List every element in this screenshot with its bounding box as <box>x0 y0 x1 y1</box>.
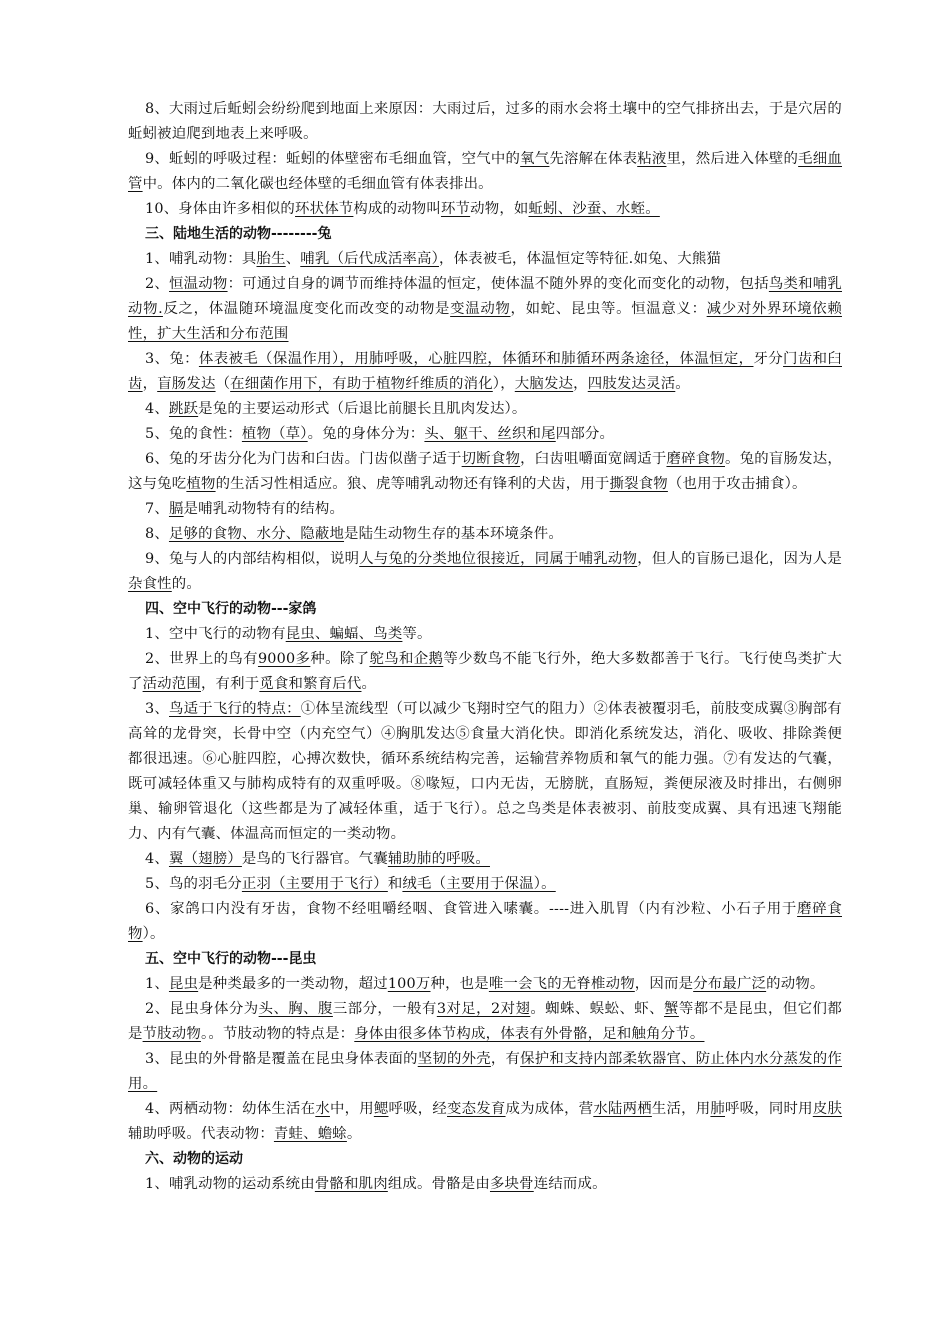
text-run: 的动物。 <box>766 976 825 992</box>
text-run: 4、 <box>145 401 169 417</box>
text-run: 6、兔的牙齿分化为门齿和臼齿。门齿似凿子适于 <box>145 451 462 467</box>
underlined-text: 3对足，2对翅 <box>436 1001 531 1017</box>
underlined-text: 氧气 <box>520 151 550 167</box>
text-run: 三、陆地生活的动物--------兔 <box>145 226 332 242</box>
underlined-text: 鸟适于飞行的特点： <box>169 701 301 717</box>
text-run: 种，也是 <box>430 976 489 992</box>
section-heading <box>128 1147 842 1172</box>
underlined-text: 多块骨 <box>489 1176 534 1192</box>
text-run: 先溶解在体表 <box>549 151 638 167</box>
underlined-text: 变态发育 <box>447 1101 506 1117</box>
text-run: 4、两栖动物：幼体生活在 <box>145 1101 316 1117</box>
underlined-text: 环节 <box>440 201 471 217</box>
paragraph <box>128 547 842 597</box>
text-run: 中，用 <box>329 1101 374 1117</box>
text-run: ，但人的盲肠已退化，因为人是 <box>637 551 842 567</box>
text-run: 。兔的盲肠发达，这与兔吃 <box>128 451 842 492</box>
underlined-text: 水陆两栖 <box>593 1101 652 1117</box>
underlined-text: 坚韧的外壳 <box>417 1051 491 1067</box>
text-run: 10、身体由许多相似的 <box>145 201 296 217</box>
text-run: （也用于攻击捕食）。 <box>667 476 807 492</box>
text-run: 生活，用 <box>651 1101 711 1117</box>
text-run: 动物，如 <box>470 201 529 217</box>
document-body <box>128 97 842 1197</box>
text-run: ，体表被毛，体温恒定等特征.如兔、大熊猫 <box>439 251 721 267</box>
underlined-text: 植物 <box>186 476 216 492</box>
underlined-text: 磨碎食物 <box>128 901 842 942</box>
underlined-text: 胎生 <box>256 251 286 267</box>
underlined-text: 植物（草） <box>241 426 308 442</box>
text-run: ）。 <box>142 926 165 942</box>
text-run: 辅助呼吸。代表动物： <box>128 1126 274 1142</box>
underlined-text: 鸵鸟和企鹅 <box>369 651 444 667</box>
underlined-text: 身体由很多体节构成，体表有外骨骼，足和触角分节。 <box>354 1026 705 1042</box>
text-run: 。 <box>675 376 690 392</box>
text-run: ，如蛇、昆虫等。恒温意义： <box>510 301 707 317</box>
underlined-text: 减少对外界环境依赖性，扩大生活和分布范围 <box>128 301 842 342</box>
underlined-text: 鸟类和哺乳动物. <box>128 276 842 317</box>
underlined-text: 骨骼和肌肉 <box>314 1176 388 1192</box>
text-run: 中。体内的二氧化碳也经体壁的毛细血管有体表排出。 <box>142 176 493 192</box>
underlined-text: 蚯蚓、沙蚕、水蛭。 <box>528 201 660 217</box>
text-run: 1、哺乳动物：具 <box>145 251 257 267</box>
underlined-text: 杂食性 <box>128 576 172 592</box>
text-run: 3、昆虫的外骨骼是覆盖在昆虫身体表面的 <box>145 1051 418 1067</box>
text-run: 呼吸，经 <box>388 1101 448 1117</box>
paragraph <box>128 447 842 497</box>
underlined-text: 青蛙、蟾蜍 <box>273 1126 347 1142</box>
underlined-text: 蟹 <box>664 1001 679 1017</box>
underlined-text: 环状体节 <box>295 201 354 217</box>
underlined-text: 分布最广泛 <box>693 976 767 992</box>
text-run: 是哺乳动物特有的结构。 <box>183 501 345 517</box>
text-run: 四部分。 <box>555 426 615 442</box>
underlined-text: 变温动物 <box>450 301 511 317</box>
text-run: 四、空中飞行的动物---家鸽 <box>145 601 317 617</box>
text-run: 成为成体，营 <box>505 1101 594 1117</box>
text-run: 2、昆虫身体分为 <box>145 1001 259 1017</box>
paragraph <box>128 97 842 147</box>
paragraph <box>128 497 842 522</box>
underlined-text: 头、躯干、丝织和尾 <box>424 426 556 442</box>
paragraph <box>128 622 842 647</box>
text-run: 7、 <box>145 501 169 517</box>
underlined-text: 100万 <box>387 976 431 992</box>
underlined-text: 鳃 <box>373 1101 389 1117</box>
section-heading <box>128 597 842 622</box>
text-run: 连结而成。 <box>533 1176 607 1192</box>
underlined-text: 9000多 <box>257 651 311 667</box>
text-run: （ <box>215 376 231 392</box>
text-run: 组成。骨骼是由 <box>387 1176 490 1192</box>
text-run: ①体呈流线型（可以减少飞翔时空气的阻力）②体表被覆羽毛，前肢变成翼③胸部有高耸的龙骨突，长骨中空（内充空气）④胸肌发达⑤食量大消化快。即消化系统发达，消化、吸收、排除粪便都很迅速。⑥心脏四腔，心搏次数快，循环系统结构完善，运输营养物质和氧气的能力强。⑦有发达的气囊，既可减轻体重又与肺构成特有的双重呼吸。⑧喙短，口内无齿，无膀胱，直肠短，粪便尿液及时排出，右侧卵巢、输卵管退化（这些都是为了减轻体重，适于飞行）。总之鸟类是体表被羽、前肢变成翼、具有迅速飞翔能力、内有气囊、体温高而恒定的一类动物。 <box>128 701 842 842</box>
underlined-text: 绒毛（主要用于保温）。 <box>402 876 556 892</box>
text-run: 。 <box>346 1126 362 1142</box>
text-run: 。兔的身体分为： <box>307 426 425 442</box>
text-run: 9、蚯蚓的呼吸过程：蚯蚓的体壁密布毛细血管，空气中的 <box>145 151 521 167</box>
paragraph <box>128 847 842 872</box>
underlined-text: 门齿和臼齿 <box>128 351 842 392</box>
text-run: 9、兔与人的内部结构相似，说明 <box>145 551 360 567</box>
underlined-text: 撕裂食物 <box>609 476 668 492</box>
underlined-text: 哺乳（后代成活率高） <box>300 251 439 267</box>
underlined-text: 切断食物 <box>461 451 521 467</box>
text-run: 6、家鸽口内没有牙齿，食物不经咀嚼经咽、食管进入嗉囊。----进入肌胃（内有沙粒、小石子用于 <box>145 901 798 917</box>
text-run: 是陆生动物生存的基本环境条件。 <box>344 526 563 542</box>
text-run: 8、 <box>145 526 169 542</box>
paragraph <box>128 422 842 447</box>
text-run: 的。 <box>171 576 201 592</box>
underlined-text: 活动范围 <box>142 676 201 692</box>
section-heading <box>128 222 842 247</box>
underlined-text: 头、胸、腹 <box>258 1001 333 1017</box>
underlined-text: 大脑发达 <box>514 376 574 392</box>
text-run: ，有利于 <box>200 676 260 692</box>
paragraph <box>128 647 842 697</box>
text-run: ， <box>142 376 158 392</box>
text-run: 1、 <box>145 976 169 992</box>
paragraph <box>128 997 842 1047</box>
text-run: ，有 <box>490 1051 521 1067</box>
underlined-text: 四肢发达灵活 <box>587 376 676 392</box>
paragraph <box>128 872 842 897</box>
paragraph <box>128 197 842 222</box>
text-run: 5、鸟的羽毛分 <box>145 876 242 892</box>
underlined-text: 皮肤 <box>812 1101 843 1117</box>
text-run: ，臼齿咀嚼面宽阔适于 <box>520 451 667 467</box>
text-run: 五、空中飞行的动物---昆虫 <box>145 951 317 967</box>
paragraph <box>128 347 842 397</box>
paragraph <box>128 522 842 547</box>
paragraph <box>128 397 842 422</box>
underlined-text: 保护和支持内部柔软器官、防止体内水分蒸发的作用。 <box>128 1051 842 1092</box>
text-run: ：可通过自身的调节而维持体温的恒定，使体温不随外界的变化而变化的动物，包括 <box>227 276 769 292</box>
paragraph <box>128 147 842 197</box>
text-run: 等。 <box>402 626 432 642</box>
text-run: 是兔的主要运动形式（后退比前腿长且肌肉发达）。 <box>198 401 527 417</box>
underlined-text: 膈 <box>168 501 184 517</box>
paragraph <box>128 1172 842 1197</box>
text-run: 、 <box>285 251 301 267</box>
text-run: 反之，体温随环境温度变化而改变的动物是 <box>162 301 451 317</box>
underlined-text: 体表被毛（保温作用），用肺呼吸，心脏四腔，体循环和肺循环两条途径，体温恒定， <box>198 351 754 367</box>
text-run: 2、 <box>145 276 170 292</box>
underlined-text: 人与兔的分类地位很接近，同属于哺乳动物 <box>359 551 638 567</box>
text-run: 等都不是昆虫，但它们都是 <box>128 1001 842 1042</box>
underlined-text: 肺 <box>710 1101 726 1117</box>
text-run: 种。除了 <box>310 651 370 667</box>
paragraph <box>128 897 842 947</box>
text-run: 5、兔的食性： <box>145 426 242 442</box>
paragraph <box>128 1097 842 1147</box>
underlined-text: 觅食和繁育后代 <box>259 676 362 692</box>
text-run: 构成的动物叫 <box>353 201 441 217</box>
text-run: 1、哺乳动物的运动系统由 <box>145 1176 315 1192</box>
text-run: 8、大雨过后蚯蚓会纷纷爬到地面上来原因：大雨过后，过多的雨水会将土壤中的空气排挤出去，于是穴居的蚯蚓被迫爬到地表上来呼吸。 <box>128 101 842 142</box>
underlined-text: 盲肠发达 <box>157 376 216 392</box>
paragraph <box>128 697 842 847</box>
underlined-text: 磨碎食物 <box>666 451 725 467</box>
underlined-text: 恒温动物 <box>169 276 228 292</box>
text-run: 是鸟的飞行器官。气囊 <box>241 851 388 867</box>
text-run: 3、兔： <box>145 351 199 367</box>
text-run: 。。节肢动物的特点是： <box>200 1026 355 1042</box>
section-heading <box>128 947 842 972</box>
text-run: 1、空中飞行的动物有 <box>145 626 286 642</box>
paragraph <box>128 247 842 272</box>
text-run: 牙分 <box>753 351 784 367</box>
text-run: 是种类最多的一类动物，超过 <box>198 976 388 992</box>
text-run: ，因而是 <box>634 976 694 992</box>
underlined-text: 辅助肺的呼吸。 <box>387 851 490 867</box>
underlined-text: 翼（翅膀） <box>168 851 242 867</box>
underlined-text: 足够的食物、水分、隐蔽地 <box>168 526 345 542</box>
underlined-text: 毛细血管 <box>128 151 842 192</box>
underlined-text: 跳跃 <box>168 401 199 417</box>
text-run: 六、动物的运动 <box>145 1151 243 1167</box>
text-run: 。 <box>361 676 377 692</box>
paragraph <box>128 272 842 347</box>
text-run: ， <box>573 376 588 392</box>
text-run: 等少数鸟不能飞行外，绝大多数都善于飞行。飞行使鸟类扩大了 <box>128 651 842 692</box>
underlined-text: 昆虫 <box>168 976 199 992</box>
underlined-text: 节肢动物 <box>142 1026 201 1042</box>
paragraph <box>128 1047 842 1097</box>
text-run: 三部分，一般有 <box>332 1001 437 1017</box>
underlined-text: 粘液 <box>637 151 667 167</box>
underlined-text: 在细菌作用下，有助于植物纤维质的消化 <box>230 376 493 392</box>
text-run: 3、 <box>145 701 170 717</box>
text-run: 的生活习性相适应。狼、虎等哺乳动物还有锋利的犬齿，用于 <box>215 476 610 492</box>
text-run: 。蜘蛛、蜈蚣、虾、 <box>530 1001 664 1017</box>
text-run: ）， <box>492 376 515 392</box>
underlined-text: 唯一会飞的无脊椎动物 <box>488 976 635 992</box>
underlined-text: 正羽（主要用于飞行） <box>241 876 388 892</box>
text-run: 呼吸，同时用 <box>725 1101 813 1117</box>
text-run: 和 <box>387 876 403 892</box>
text-run: 4、 <box>145 851 169 867</box>
paragraph <box>128 972 842 997</box>
underlined-text: 水 <box>315 1101 330 1117</box>
text-run: 里，然后进入体壁的 <box>666 151 799 167</box>
underlined-text: 昆虫、蝙蝠、鸟类 <box>285 626 403 642</box>
text-run: 2、世界上的鸟有 <box>145 651 258 667</box>
